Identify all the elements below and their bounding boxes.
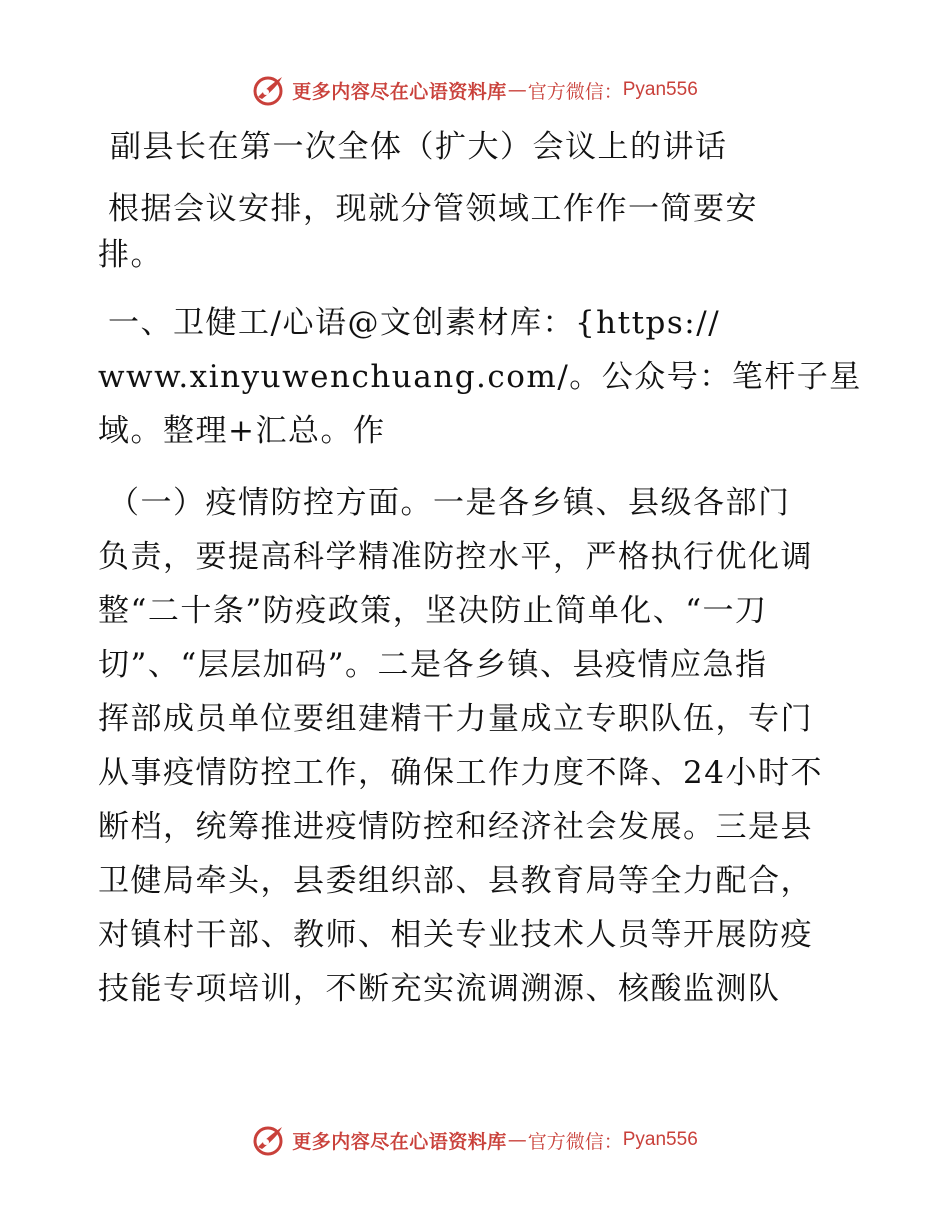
paragraph-line: 卫健局牵头，县委组织部、县教育局等全力配合， [98,863,813,899]
banner-wechat-id: Pyan556 [622,79,698,100]
paragraph-line: 技能专项培训，不断充实流调溯源、核酸监测队 [98,971,781,1007]
banner-separator: — [507,79,527,101]
paragraph-line: （一）疫情防控方面。一是各乡镇、县级各部门 [108,485,791,521]
paragraph-2 [98,296,862,458]
paragraph-line: 断档，统筹推进疫情防控和经济社会发展。三是县 [98,809,813,845]
paragraph-line: 整“二十条”防疫政策，坚决防止简单化、“一刀 [98,593,768,629]
paragraph-line: 域。整理+汇总。作 [98,413,386,449]
paragraph-line: 切”、“层层加码”。二是各乡镇、县疫情应急指 [98,647,768,683]
banner-wechat-id: Pyan556 [622,1129,698,1150]
paragraph-line: 从事疫情防控工作，确保工作力度不降、24小时不 [98,755,823,791]
banner-separator: — [507,1129,527,1151]
paragraph-line: 一、卫健工/心语@文创素材库：{https:// [108,305,721,341]
paragraph-line: 挥部成员单位要组建精干力量成立专职队伍，专门 [98,701,813,737]
footer-watermark-banner [0,1120,950,1160]
document-title: 副县长在第一次全体（扩大）会议上的讲话 [110,129,728,165]
header-watermark-banner [0,70,950,110]
paragraph-line: 对镇村干部、教师、相关专业技术人员等开展防疫 [98,917,813,953]
banner-main-text: 更多内容尽在心语资料库 [292,80,507,103]
paragraph-3 [98,476,858,1016]
quill-logo-icon [252,73,286,107]
banner-label: 官方微信： [527,80,623,103]
paragraph-line: 根据会议安排，现就分管领域工作作一简要安 [108,191,758,227]
paragraph-line: 负责，要提高科学精准防控水平，严格执行优化调 [98,539,813,575]
document-body [98,124,862,1016]
banner-label: 官方微信： [527,1130,623,1153]
quill-logo-icon [252,1123,286,1157]
paragraph-1 [98,186,858,278]
paragraph-line: 排。 [98,237,163,273]
banner-main-text: 更多内容尽在心语资料库 [292,1130,507,1153]
paragraph-line: www.xinyuwenchuang.com/。公众号：笔杆子星 [98,359,862,395]
